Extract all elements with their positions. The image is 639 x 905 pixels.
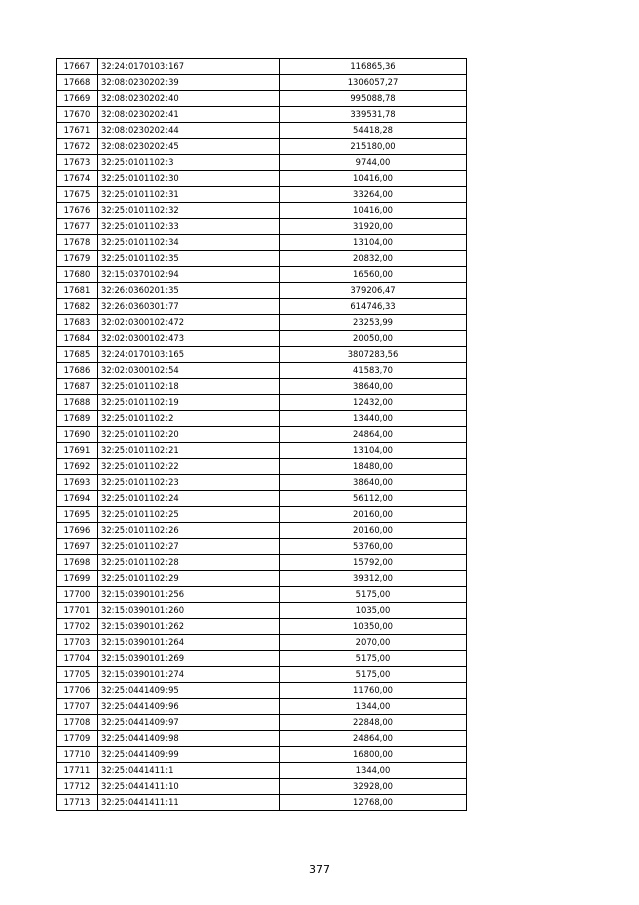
table-row bbox=[57, 331, 467, 347]
value-cell: 23253,99 bbox=[280, 315, 467, 331]
cadastral-number-cell: 32:25:0441409:99 bbox=[98, 747, 280, 763]
table-row bbox=[57, 715, 467, 731]
table-row bbox=[57, 539, 467, 555]
table-row bbox=[57, 267, 467, 283]
cadastral-number-cell: 32:25:0101102:28 bbox=[98, 555, 280, 571]
value-cell: 24864,00 bbox=[280, 427, 467, 443]
cadastral-number-cell: 32:15:0390101:274 bbox=[98, 667, 280, 683]
row-number-cell: 17709 bbox=[57, 731, 98, 747]
table-row bbox=[57, 75, 467, 91]
table-row bbox=[57, 395, 467, 411]
value-cell: 12432,00 bbox=[280, 395, 467, 411]
row-number-cell: 17690 bbox=[57, 427, 98, 443]
cadastral-number-cell: 32:25:0101102:27 bbox=[98, 539, 280, 555]
table-row bbox=[57, 747, 467, 763]
row-number-cell: 17698 bbox=[57, 555, 98, 571]
row-number-cell: 17667 bbox=[57, 59, 98, 75]
row-number-cell: 17702 bbox=[57, 619, 98, 635]
table-row bbox=[57, 299, 467, 315]
row-number-cell: 17689 bbox=[57, 411, 98, 427]
row-number-cell: 17704 bbox=[57, 651, 98, 667]
table-row bbox=[57, 443, 467, 459]
cadastral-number-cell: 32:25:0441411:11 bbox=[98, 795, 280, 811]
value-cell: 32928,00 bbox=[280, 779, 467, 795]
table-row bbox=[57, 347, 467, 363]
row-number-cell: 17700 bbox=[57, 587, 98, 603]
value-cell: 3807283,56 bbox=[280, 347, 467, 363]
table-row bbox=[57, 427, 467, 443]
table-row bbox=[57, 635, 467, 651]
row-number-cell: 17686 bbox=[57, 363, 98, 379]
cadastral-number-cell: 32:15:0390101:264 bbox=[98, 635, 280, 651]
table-row bbox=[57, 523, 467, 539]
row-number-cell: 17674 bbox=[57, 171, 98, 187]
cadastral-number-cell: 32:25:0101102:30 bbox=[98, 171, 280, 187]
row-number-cell: 17672 bbox=[57, 139, 98, 155]
value-cell: 54418,28 bbox=[280, 123, 467, 139]
row-number-cell: 17691 bbox=[57, 443, 98, 459]
table-row bbox=[57, 107, 467, 123]
table-row bbox=[57, 603, 467, 619]
row-number-cell: 17701 bbox=[57, 603, 98, 619]
table-row bbox=[57, 219, 467, 235]
table-row bbox=[57, 683, 467, 699]
cadastral-number-cell: 32:08:0230202:39 bbox=[98, 75, 280, 91]
cadastral-number-cell: 32:15:0390101:260 bbox=[98, 603, 280, 619]
cadastral-number-cell: 32:08:0230202:41 bbox=[98, 107, 280, 123]
cadastral-number-cell: 32:02:0300102:54 bbox=[98, 363, 280, 379]
value-cell: 33264,00 bbox=[280, 187, 467, 203]
value-cell: 13440,00 bbox=[280, 411, 467, 427]
value-cell: 56112,00 bbox=[280, 491, 467, 507]
row-number-cell: 17706 bbox=[57, 683, 98, 699]
value-cell: 16560,00 bbox=[280, 267, 467, 283]
cadastral-number-cell: 32:08:0230202:40 bbox=[98, 91, 280, 107]
value-cell: 24864,00 bbox=[280, 731, 467, 747]
table-row bbox=[57, 91, 467, 107]
cadastral-number-cell: 32:26:0360301:77 bbox=[98, 299, 280, 315]
value-cell: 10416,00 bbox=[280, 203, 467, 219]
table-row bbox=[57, 139, 467, 155]
cadastral-number-cell: 32:26:0360201:35 bbox=[98, 283, 280, 299]
value-cell: 215180,00 bbox=[280, 139, 467, 155]
cadastral-number-cell: 32:02:0300102:472 bbox=[98, 315, 280, 331]
row-number-cell: 17684 bbox=[57, 331, 98, 347]
row-number-cell: 17676 bbox=[57, 203, 98, 219]
value-cell: 614746,33 bbox=[280, 299, 467, 315]
value-cell: 339531,78 bbox=[280, 107, 467, 123]
value-cell: 10416,00 bbox=[280, 171, 467, 187]
cadastral-number-cell: 32:25:0101102:35 bbox=[98, 251, 280, 267]
value-cell: 995088,78 bbox=[280, 91, 467, 107]
value-cell: 39312,00 bbox=[280, 571, 467, 587]
row-number-cell: 17707 bbox=[57, 699, 98, 715]
value-cell: 20160,00 bbox=[280, 523, 467, 539]
row-number-cell: 17683 bbox=[57, 315, 98, 331]
value-cell: 13104,00 bbox=[280, 443, 467, 459]
table-row bbox=[57, 779, 467, 795]
table-row bbox=[57, 651, 467, 667]
value-cell: 15792,00 bbox=[280, 555, 467, 571]
table-row bbox=[57, 475, 467, 491]
value-cell: 38640,00 bbox=[280, 379, 467, 395]
value-cell: 20160,00 bbox=[280, 507, 467, 523]
data-table bbox=[56, 58, 467, 811]
value-cell: 5175,00 bbox=[280, 651, 467, 667]
table-row bbox=[57, 763, 467, 779]
value-cell: 31920,00 bbox=[280, 219, 467, 235]
row-number-cell: 17675 bbox=[57, 187, 98, 203]
cadastral-number-cell: 32:25:0101102:22 bbox=[98, 459, 280, 475]
table-row bbox=[57, 491, 467, 507]
cadastral-number-cell: 32:25:0441409:97 bbox=[98, 715, 280, 731]
row-number-cell: 17712 bbox=[57, 779, 98, 795]
row-number-cell: 17692 bbox=[57, 459, 98, 475]
table-row bbox=[57, 587, 467, 603]
row-number-cell: 17710 bbox=[57, 747, 98, 763]
value-cell: 18480,00 bbox=[280, 459, 467, 475]
row-number-cell: 17694 bbox=[57, 491, 98, 507]
cadastral-number-cell: 32:25:0101102:23 bbox=[98, 475, 280, 491]
cadastral-number-cell: 32:25:0441411:1 bbox=[98, 763, 280, 779]
table-row bbox=[57, 795, 467, 811]
cadastral-number-cell: 32:25:0441409:98 bbox=[98, 731, 280, 747]
row-number-cell: 17697 bbox=[57, 539, 98, 555]
row-number-cell: 17695 bbox=[57, 507, 98, 523]
value-cell: 38640,00 bbox=[280, 475, 467, 491]
cadastral-number-cell: 32:25:0101102:25 bbox=[98, 507, 280, 523]
table-row bbox=[57, 187, 467, 203]
table-row bbox=[57, 699, 467, 715]
value-cell: 5175,00 bbox=[280, 667, 467, 683]
row-number-cell: 17696 bbox=[57, 523, 98, 539]
cadastral-number-cell: 32:15:0370102:94 bbox=[98, 267, 280, 283]
table-row bbox=[57, 251, 467, 267]
cadastral-number-cell: 32:15:0390101:262 bbox=[98, 619, 280, 635]
value-cell: 20832,00 bbox=[280, 251, 467, 267]
table-body bbox=[57, 59, 467, 811]
cadastral-number-cell: 32:25:0101102:21 bbox=[98, 443, 280, 459]
cadastral-number-cell: 32:25:0101102:19 bbox=[98, 395, 280, 411]
value-cell: 1035,00 bbox=[280, 603, 467, 619]
cadastral-number-cell: 32:08:0230202:44 bbox=[98, 123, 280, 139]
cadastral-number-cell: 32:25:0441409:96 bbox=[98, 699, 280, 715]
table-row bbox=[57, 235, 467, 251]
row-number-cell: 17703 bbox=[57, 635, 98, 651]
table-row bbox=[57, 171, 467, 187]
cadastral-number-cell: 32:08:0230202:45 bbox=[98, 139, 280, 155]
value-cell: 22848,00 bbox=[280, 715, 467, 731]
table-row bbox=[57, 731, 467, 747]
cadastral-number-cell: 32:25:0101102:34 bbox=[98, 235, 280, 251]
table-row bbox=[57, 619, 467, 635]
value-cell: 41583,70 bbox=[280, 363, 467, 379]
cadastral-number-cell: 32:25:0101102:2 bbox=[98, 411, 280, 427]
value-cell: 53760,00 bbox=[280, 539, 467, 555]
row-number-cell: 17680 bbox=[57, 267, 98, 283]
table-row bbox=[57, 667, 467, 683]
cadastral-number-cell: 32:25:0101102:29 bbox=[98, 571, 280, 587]
value-cell: 379206,47 bbox=[280, 283, 467, 299]
cadastral-number-cell: 32:25:0441411:10 bbox=[98, 779, 280, 795]
table-row bbox=[57, 59, 467, 75]
value-cell: 1344,00 bbox=[280, 699, 467, 715]
cadastral-number-cell: 32:25:0101102:20 bbox=[98, 427, 280, 443]
cadastral-number-cell: 32:25:0441409:95 bbox=[98, 683, 280, 699]
row-number-cell: 17669 bbox=[57, 91, 98, 107]
value-cell: 5175,00 bbox=[280, 587, 467, 603]
cadastral-number-cell: 32:24:0170103:167 bbox=[98, 59, 280, 75]
cadastral-number-cell: 32:25:0101102:26 bbox=[98, 523, 280, 539]
table-row bbox=[57, 459, 467, 475]
row-number-cell: 17678 bbox=[57, 235, 98, 251]
row-number-cell: 17708 bbox=[57, 715, 98, 731]
value-cell: 11760,00 bbox=[280, 683, 467, 699]
cadastral-number-cell: 32:25:0101102:32 bbox=[98, 203, 280, 219]
row-number-cell: 17668 bbox=[57, 75, 98, 91]
cadastral-number-cell: 32:02:0300102:473 bbox=[98, 331, 280, 347]
table-row bbox=[57, 155, 467, 171]
cadastral-number-cell: 32:25:0101102:3 bbox=[98, 155, 280, 171]
table-row bbox=[57, 507, 467, 523]
value-cell: 116865,36 bbox=[280, 59, 467, 75]
row-number-cell: 17688 bbox=[57, 395, 98, 411]
value-cell: 20050,00 bbox=[280, 331, 467, 347]
table-row bbox=[57, 411, 467, 427]
table-row bbox=[57, 123, 467, 139]
cadastral-number-cell: 32:24:0170103:165 bbox=[98, 347, 280, 363]
cadastral-number-cell: 32:25:0101102:18 bbox=[98, 379, 280, 395]
table-row bbox=[57, 571, 467, 587]
row-number-cell: 17693 bbox=[57, 475, 98, 491]
value-cell: 13104,00 bbox=[280, 235, 467, 251]
table-row bbox=[57, 283, 467, 299]
cadastral-number-cell: 32:15:0390101:256 bbox=[98, 587, 280, 603]
table-row bbox=[57, 555, 467, 571]
row-number-cell: 17677 bbox=[57, 219, 98, 235]
table-row bbox=[57, 203, 467, 219]
row-number-cell: 17685 bbox=[57, 347, 98, 363]
cadastral-number-cell: 32:25:0101102:24 bbox=[98, 491, 280, 507]
table-row bbox=[57, 363, 467, 379]
value-cell: 12768,00 bbox=[280, 795, 467, 811]
row-number-cell: 17713 bbox=[57, 795, 98, 811]
cadastral-number-cell: 32:25:0101102:33 bbox=[98, 219, 280, 235]
row-number-cell: 17681 bbox=[57, 283, 98, 299]
table-row bbox=[57, 315, 467, 331]
row-number-cell: 17711 bbox=[57, 763, 98, 779]
row-number-cell: 17673 bbox=[57, 155, 98, 171]
value-cell: 1306057,27 bbox=[280, 75, 467, 91]
cadastral-number-cell: 32:25:0101102:31 bbox=[98, 187, 280, 203]
row-number-cell: 17670 bbox=[57, 107, 98, 123]
row-number-cell: 17705 bbox=[57, 667, 98, 683]
cadastral-number-cell: 32:15:0390101:269 bbox=[98, 651, 280, 667]
table-row bbox=[57, 379, 467, 395]
row-number-cell: 17682 bbox=[57, 299, 98, 315]
value-cell: 9744,00 bbox=[280, 155, 467, 171]
value-cell: 10350,00 bbox=[280, 619, 467, 635]
page-number: 377 bbox=[309, 863, 330, 876]
value-cell: 1344,00 bbox=[280, 763, 467, 779]
row-number-cell: 17699 bbox=[57, 571, 98, 587]
row-number-cell: 17687 bbox=[57, 379, 98, 395]
row-number-cell: 17671 bbox=[57, 123, 98, 139]
value-cell: 2070,00 bbox=[280, 635, 467, 651]
row-number-cell: 17679 bbox=[57, 251, 98, 267]
value-cell: 16800,00 bbox=[280, 747, 467, 763]
